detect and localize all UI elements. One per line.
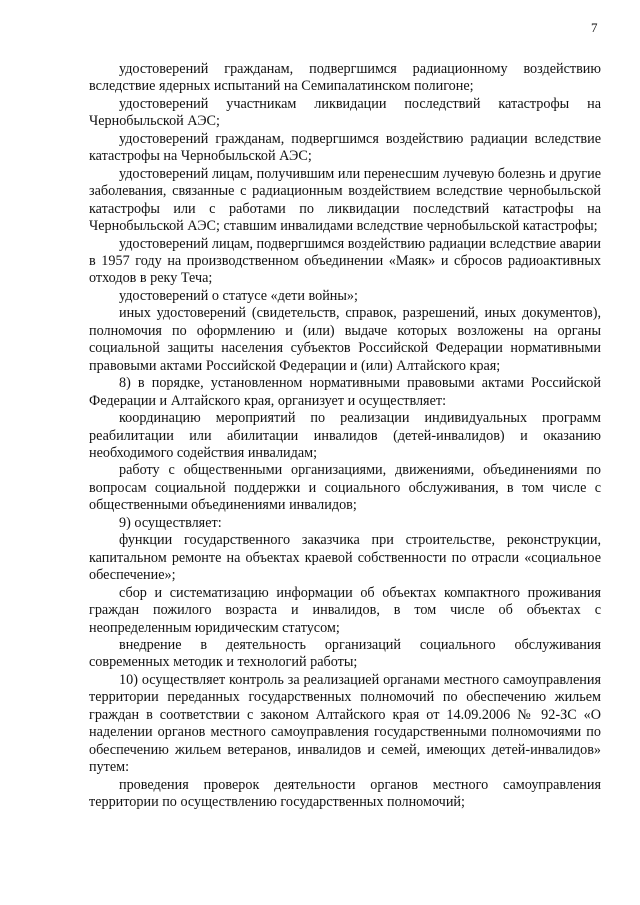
paragraph: удостоверений участникам ликвидации последствий катастрофы на Чернобыльской АЭС; <box>89 95 601 130</box>
paragraph: координацию мероприятий по реализации индивидуальных программ реабилитации или абилитации инвалидов (детей-инвалидов) и оказанию необходимого содействия инвалидам; <box>89 410 601 461</box>
paragraph: удостоверений гражданам, подвергшимся радиационному воздействию вследствие ядерных испытаний на Семипалатинском полигоне; <box>89 61 601 95</box>
paragraph: удостоверений гражданам, подвергшимся воздействию радиации вследствие катастрофы на Чернобыльской АЭС; <box>89 130 601 165</box>
paragraph: внедрение в деятельность организаций социального обслуживания современных методик и технологий работы; <box>89 636 601 671</box>
paragraph: удостоверений лицам, подвергшимся воздействию радиации вследствие аварии в 1957 году на производственном объединении «Маяк» и сбросов радиоактивных отходов в реку Теча; <box>89 235 601 287</box>
paragraph: работу с общественными организациями, движениями, объединениями по вопросам социальной поддержки и социального обслуживания, в том числе с общественными объединениями инвалидов; <box>89 462 601 514</box>
paragraph: 8) в порядке, установленном нормативными правовыми актами Российской Федерации и Алтайского края, организует и осуществляет: <box>89 375 601 409</box>
paragraph: функции государственного заказчика при строительстве, реконструкции, капитальном ремонте на объектах краевой собственности по отрасли «социальное обеспечение»; <box>89 532 601 584</box>
paragraph: проведения проверок деятельности органов местного самоуправления территории по осуществлению государственных полномочий; <box>89 776 601 811</box>
paragraph: иных удостоверений (свидетельств, справок, разрешений, иных документов), полномочия по оформлению и (или) выдаче которых возложены на органы социальной защиты населения субъектов Российской Федерации нормативными правовыми актами Российской Федерации и (или) Алтайского края; <box>89 305 601 374</box>
paragraph: удостоверений лицам, получившим или перенесшим лучевую болезнь и другие заболевания, связанные с радиационным воздействием вследствие чернобыльской катастрофы или с работами по ликвидации последствий катастрофы на Чернобыльской АЭС; ставшим инвалидами вследствие чернобыльской катастрофы; <box>89 165 601 235</box>
paragraph: 9) осуществляет: <box>119 514 222 531</box>
page-number: 7 <box>591 20 598 35</box>
paragraph: сбор и систематизацию информации об объектах компактного проживания граждан пожилого возраста и инвалидов, в том числе об объектах с неопределенным юридическим статусом; <box>89 584 601 636</box>
document-body <box>89 61 601 811</box>
paragraph: 10) осуществляет контроль за реализацией органами местного самоуправления территории переданных государственных полномочий по обеспечению жильем граждан в соответствии с законом Алтайского края от 14.09.2006 № 92-ЗС «О наделении органов местного самоуправления государственными полномочиями по обеспечению жильем ветеранов, инвалидов и семей, имеющих детей-инвалидов» путем: <box>89 671 601 776</box>
paragraph: удостоверений о статусе «дети войны»; <box>119 287 358 304</box>
